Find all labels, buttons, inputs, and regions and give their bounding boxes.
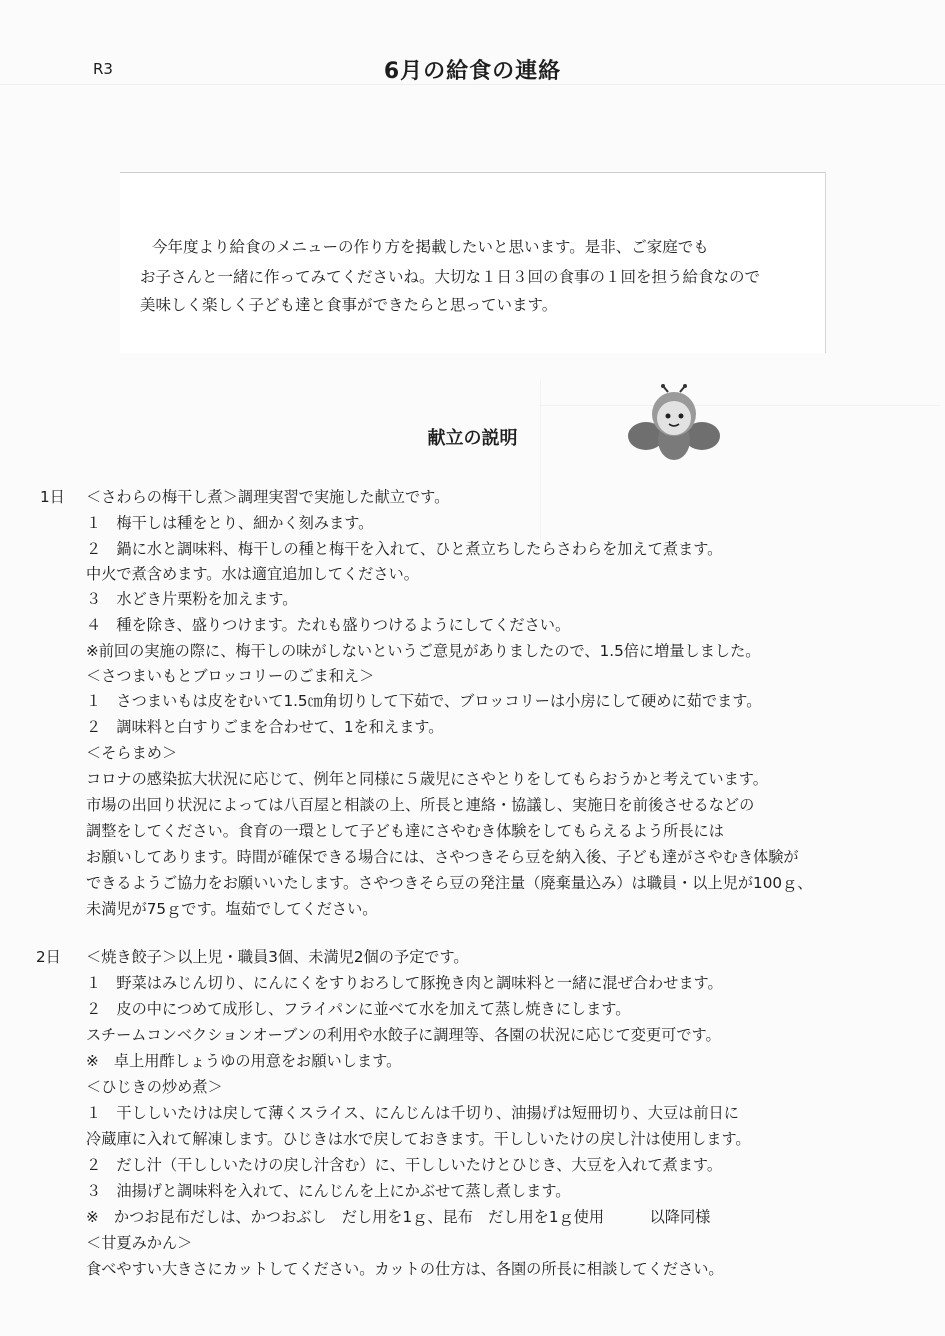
bleed-through [540,380,936,540]
menu-line: ２ 鍋に水と調味料、梅干しの種と梅干を入れて、ひと煮立ちしたらさわらを加えて煮ます。 [86,540,723,558]
menu-line: 食べやすい大きさにカットしてください。カットの仕方は、各園の所長に相談してください。 [86,1260,724,1278]
menu-line: ＜さわらの梅干し煮＞調理実習で実施した献立です。 [86,488,450,506]
intro-line: 美味しく楽しく子ども達と食事ができたらと思っています。 [140,296,558,314]
menu-line: ２ だし汁（干ししいたけの戻し汁含む）に、干ししいたけとひじき、大豆を入れて煮ます。 [86,1156,723,1174]
menu-line: 調整をしてください。食育の一環として子ども達にさやむき体験をしてもらえるよう所長には [86,822,724,840]
intro-box [120,172,826,353]
menu-line: １ 干ししいたけは戻して薄くスライス、にんじんは千切り、油揚げは短冊切り、大豆は前日に [86,1104,739,1122]
menu-line: ３ 油揚げと調味料を入れて、にんじんを上にかぶせて蒸し煮します。 [86,1182,571,1200]
menu-line: ２ 皮の中につめて成形し、フライパンに並べて水を加えて蒸し焼きにします。 [86,1000,631,1018]
menu-line: ＜焼き餃子＞以上児・職員3個、未満児2個の予定です。 [86,948,469,966]
menu-line: １ さつまいもは皮をむいて1.5㎝角切りして下茹で、ブロッコリーは小房にして硬めに茹でます。 [86,692,762,710]
menu-line: 市場の出回り状況によっては八百屋と相談の上、所長と連絡・協議し、実施日を前後させるなどの [86,796,755,814]
menu-line: できるようご協力をお願いいたします。さやつきそら豆の発注量（廃棄量込み）は職員・以上児が100ｇ、 [86,874,813,892]
menu-line: ３ 水どき片栗粉を加えます。 [86,590,298,608]
menu-line: １ 野菜はみじん切り、にんにくをすりおろして豚挽き肉と調味料と一緒に混ぜ合わせます。 [86,974,723,992]
menu-line: ※前回の実施の際に、梅干しの味がしないというご意見がありましたので、1.5倍に増量しました。 [86,642,761,660]
section-title: 献立の説明 [427,428,518,449]
menu-line: コロナの感染拡大状況に応じて、例年と同様に５歳児にさやとりをしてもらおうかと考えています。 [86,770,768,788]
menu-line: 中火で煮含めます。水は適宜追加してください。 [86,565,419,583]
menu-line: ＜ひじきの炒め煮＞ [86,1078,223,1096]
menu-line: ＜さつまいもとブロッコリーのごま和え＞ [86,667,375,685]
day-label: 1日 [40,488,65,506]
menu-line: お願いしてあります。時間が確保できる場合には、さやつきそら豆を納入後、子ども達がさやむき体験が [86,848,799,866]
menu-line: ４ 種を除き、盛りつけます。たれも盛りつけるようにしてください。 [86,616,571,634]
menu-line: ＜そらまめ＞ [86,744,178,762]
menu-line: ※ 卓上用酢しょうゆの用意をお願いします。 [86,1052,402,1070]
menu-line: 冷蔵庫に入れて解凍します。ひじきは水で戻しておきます。干ししいたけの戻し汁は使用します。 [86,1130,751,1148]
menu-line: スチームコンベクションオーブンの利用や水餃子に調理等、各園の状況に応じて変更可です。 [86,1026,721,1044]
menu-line: ＜甘夏みかん＞ [86,1234,193,1252]
menu-line: ２ 調味料と白すりごまを合わせて、1を和えます。 [86,718,444,736]
intro-line: お子さんと一緒に作ってみてくださいね。大切な１日３回の食事の１回を担う給食なので [140,268,761,286]
menu-line: ※ かつお昆布だしは、かつおぶし だし用を1ｇ、昆布 だし用を1ｇ使用 以降同様 [86,1208,711,1226]
intro-line: 今年度より給食のメニューの作り方を掲載したいと思います。是非、ご家庭でも [152,238,709,256]
menu-line: 未満児が75ｇです。塩茹でしてください。 [86,900,378,918]
page-title: 6月の給食の連絡 [383,59,562,84]
document-code: R3 [93,60,113,78]
menu-line: １ 梅干しは種をとり、細かく刻みます。 [86,514,374,532]
bee-illustration [628,384,720,466]
day-label: 2日 [36,948,61,966]
